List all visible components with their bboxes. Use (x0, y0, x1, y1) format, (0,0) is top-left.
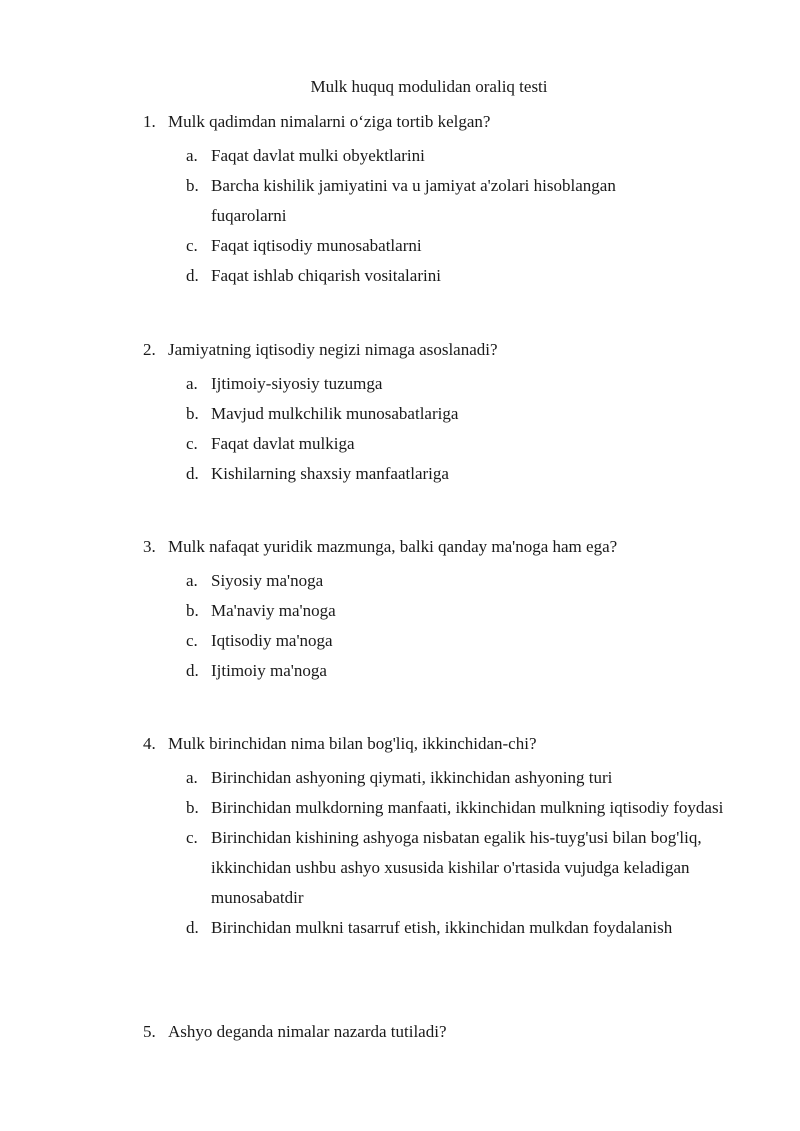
question-number: 1. (143, 112, 156, 131)
option-text: Birinchidan ashyoning qiymati, ikkinchidan ashyoning turi (211, 768, 613, 787)
option-text: Birinchidan mulkdorning manfaati, ikkinchidan mulkning iqtisodiy foydasi (211, 798, 724, 817)
options-list (0, 141, 800, 291)
question-4 (0, 733, 800, 943)
option-text: Birinchidan mulkni tasarruf etish, ikkinchidan mulkdan foydalanish (211, 918, 673, 937)
option-a (0, 369, 800, 399)
question-line (0, 733, 800, 763)
option-text: Kishilarning shaxsiy manfaatlariga (211, 464, 449, 483)
question-number: 4. (143, 734, 156, 753)
option-d (0, 459, 800, 489)
question-line (0, 1021, 800, 1051)
option-text: Ijtimoiy ma'noga (211, 661, 327, 680)
option-letter: b. (186, 798, 199, 817)
option-letter: b. (186, 601, 199, 620)
option-text: Mavjud mulkchilik munosabatlariga (211, 404, 459, 423)
option-text: Ijtimoiy-siyosiy tuzumga (211, 374, 383, 393)
option-letter: c. (186, 434, 198, 453)
question-text: Jamiyatning iqtisodiy negizi nimaga asoslanadi? (168, 340, 498, 359)
option-letter: d. (186, 918, 199, 937)
option-text: Iqtisodiy ma'noga (211, 631, 333, 650)
question-line (0, 339, 800, 369)
option-text: Faqat davlat mulki obyektlarini (211, 146, 425, 165)
option-text: Barcha kishilik jamiyatini va u jamiyat a'zolari hisoblangan fuqarolarni (211, 176, 616, 225)
options-list (0, 369, 800, 489)
option-d (0, 261, 800, 291)
question-number: 2. (143, 340, 156, 359)
option-letter: c. (186, 631, 198, 650)
option-letter: b. (186, 404, 199, 423)
page-title: Mulk huquq modulidan oraliq testi (310, 77, 548, 96)
option-letter: a. (186, 146, 198, 165)
question-text: Mulk qadimdan nimalarni o‘ziga tortib kelgan? (168, 112, 491, 131)
question-number: 5. (143, 1022, 156, 1041)
option-a (0, 141, 800, 171)
options-list (0, 763, 800, 943)
option-letter: d. (186, 661, 199, 680)
question-3 (0, 536, 800, 686)
option-letter: d. (186, 266, 199, 285)
option-c (0, 231, 800, 261)
option-d (0, 913, 800, 943)
option-text: Faqat iqtisodiy munosabatlarni (211, 236, 422, 255)
option-b (0, 171, 800, 231)
option-a (0, 566, 800, 596)
option-letter: b. (186, 176, 199, 195)
option-text: Birinchidan kishining ashyoga nisbatan egalik his-tuyg'usi bilan bog'liq, ikkinchidan ushbu ashyo xususida kishilar o'rtasida vujudga keladigan munosabatdir (211, 828, 702, 907)
question-5 (0, 1021, 800, 1051)
option-c (0, 429, 800, 459)
option-letter: c. (186, 236, 198, 255)
question-text: Mulk birinchidan nima bilan bog'liq, ikkinchidan-chi? (168, 734, 537, 753)
option-a (0, 763, 800, 793)
option-letter: a. (186, 571, 198, 590)
option-text: Ma'naviy ma'noga (211, 601, 336, 620)
option-c (0, 626, 800, 656)
option-b (0, 399, 800, 429)
option-letter: d. (186, 464, 199, 483)
question-text: Mulk nafaqat yuridik mazmunga, balki qanday ma'noga ham ega? (168, 537, 618, 556)
question-text: Ashyo deganda nimalar nazarda tutiladi? (168, 1022, 447, 1041)
option-b (0, 793, 800, 823)
option-c (0, 823, 800, 913)
options-list (0, 566, 800, 686)
option-text: Faqat davlat mulkiga (211, 434, 355, 453)
option-b (0, 596, 800, 626)
question-2 (0, 339, 800, 489)
question-line (0, 111, 800, 141)
question-line (0, 536, 800, 566)
option-letter: a. (186, 374, 198, 393)
question-number: 3. (143, 537, 156, 556)
option-d (0, 656, 800, 686)
option-letter: a. (186, 768, 198, 787)
option-text: Faqat ishlab chiqarish vositalarini (211, 266, 441, 285)
question-1 (0, 111, 800, 291)
option-letter: c. (186, 828, 198, 847)
option-text: Siyosiy ma'noga (211, 571, 324, 590)
